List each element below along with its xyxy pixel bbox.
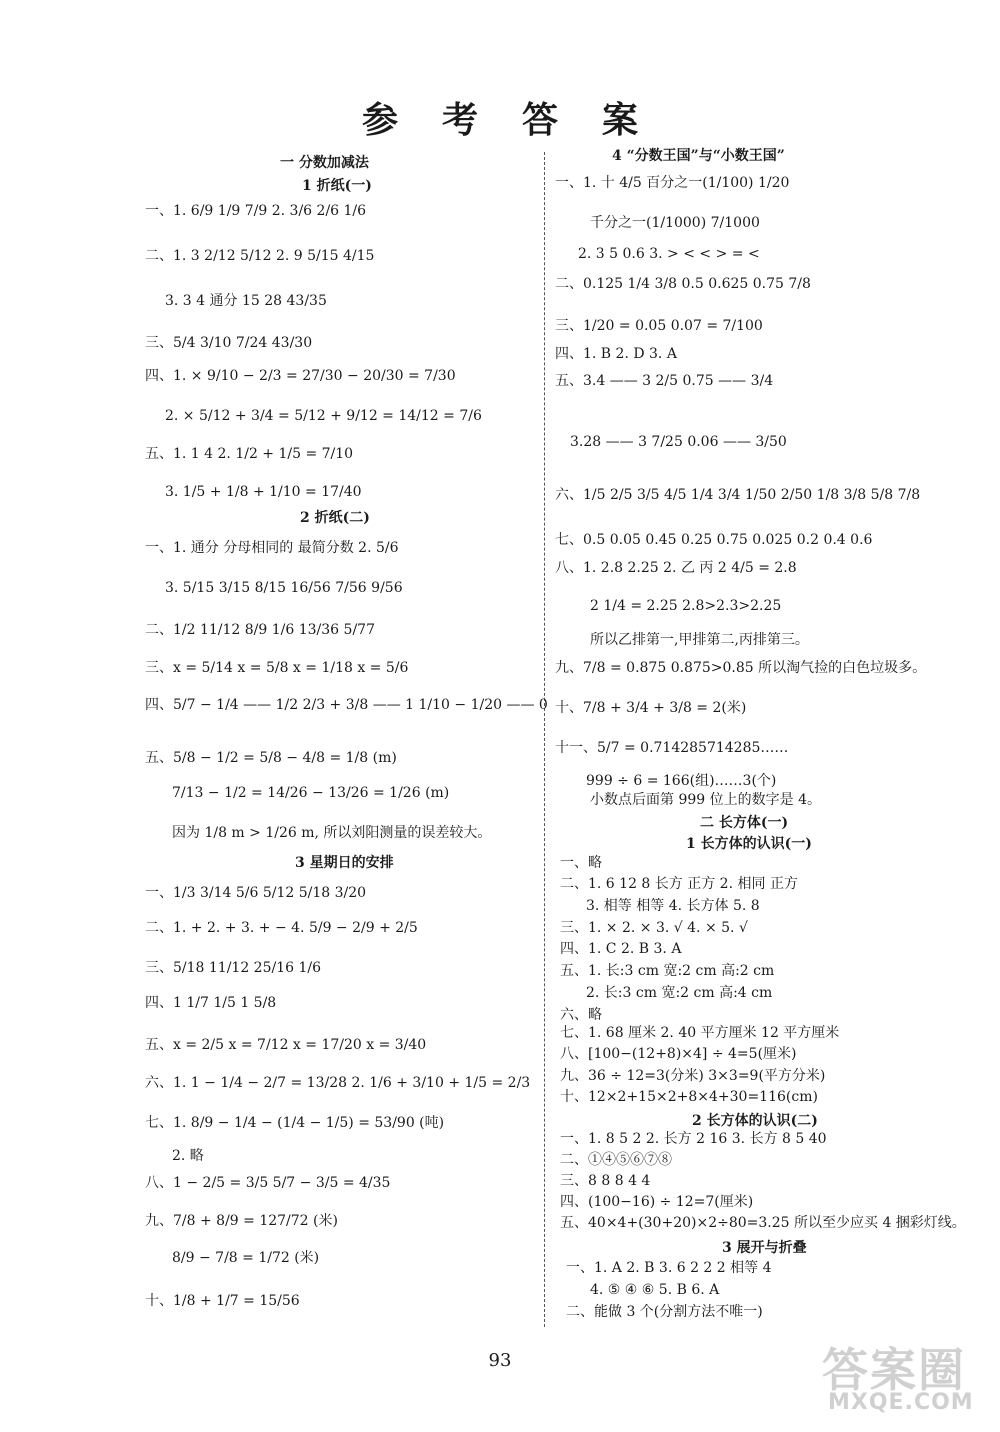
unit-heading-1: 一 分数加减法	[280, 155, 369, 171]
answer-line: 因为 1/8 m > 1/26 m, 所以刘阳测量的误差较大。	[172, 825, 492, 841]
answer-line: 三、8 8 8 4 4	[560, 1173, 651, 1189]
answer-line: 999 ÷ 6 = 166(组)……3(个)	[586, 773, 777, 789]
answer-line: 七、1. 8/9 − 1/4 − (1/4 − 1/5) = 53/90 (吨)	[145, 1115, 445, 1131]
answer-line: 九、7/8 + 8/9 = 127/72 (米)	[145, 1213, 338, 1229]
answer-line: 三、1/20 = 0.05 0.07 = 7/100	[555, 318, 763, 334]
section-heading-4: 4 “分数王国”与“小数王国”	[612, 148, 785, 164]
answer-line: 一、1. 6/9 1/9 7/9 2. 3/6 2/6 1/6	[145, 203, 367, 219]
answer-line: 十一、5/7 = 0.714285714285……	[555, 740, 789, 756]
answer-line: 六、略	[560, 1007, 602, 1023]
unit-heading-2: 二 长方体(一)	[700, 815, 789, 831]
watermark-logo	[822, 1334, 992, 1422]
answer-line: 2. 长:3 cm 宽:2 cm 高:4 cm	[586, 985, 773, 1001]
section-heading-2: 2 折纸(二)	[300, 510, 370, 526]
answer-line: 一、1. A 2. B 3. 6 2 2 2 相等 4	[566, 1260, 772, 1276]
page-number: 93	[488, 1350, 512, 1371]
answer-line: 8/9 − 7/8 = 1/72 (米)	[172, 1250, 320, 1266]
answer-line: 四、1. C 2. B 3. A	[560, 941, 682, 957]
answer-line: 八、1 − 2/5 = 3/5 5/7 − 3/5 = 4/35	[145, 1175, 391, 1191]
answer-line: 一、1. 十 4/5 百分之一(1/100) 1/20	[555, 175, 790, 191]
section-heading-1: 1 折纸(一)	[302, 178, 372, 194]
section-heading-5: 1 长方体的认识(一)	[686, 836, 812, 852]
answer-line: 五、x = 2/5 x = 7/12 x = 17/20 x = 3/40	[145, 1037, 427, 1053]
answer-line: 三、5/4 3/10 7/24 43/30	[145, 335, 313, 351]
answer-line: 三、5/18 11/12 25/16 1/6	[145, 960, 322, 976]
answer-line: 一、1. 8 5 2 2. 长方 2 16 3. 长方 8 5 40	[560, 1131, 827, 1147]
page-title: 参考答案	[361, 99, 682, 141]
answer-line: 八、1. 2.8 2.25 2. 乙 丙 2 4/5 = 2.8	[555, 560, 797, 576]
answer-line: 2 1/4 = 2.25 2.8>2.3>2.25	[590, 598, 782, 614]
answer-line: 3. 3 4 通分 15 28 43/35	[165, 293, 327, 309]
answer-line: 二、1. + 2. + 3. + − 4. 5/9 − 2/9 + 2/5	[145, 920, 418, 936]
answer-line: 千分之一(1/1000) 7/1000	[590, 215, 760, 231]
answer-line: 3. 相等 相等 4. 长方体 5. 8	[586, 898, 760, 914]
answer-line: 所以乙排第一,甲排第二,丙排第三。	[590, 632, 809, 648]
answer-line: 五、3.4 —— 3 2/5 0.75 —— 3/4	[555, 373, 774, 389]
answer-line: 六、1/5 2/5 3/5 4/5 1/4 3/4 1/50 2/50 1/8 3/8 5/8 7/8	[555, 487, 921, 503]
section-heading-7: 3 展开与折叠	[722, 1240, 807, 1256]
answer-line: 八、[100−(12+8)×4] ÷ 4=5(厘米)	[560, 1046, 797, 1062]
answer-line: 四、(100−16) ÷ 12=7(厘米)	[560, 1194, 754, 1210]
answer-line: 一、略	[560, 855, 602, 871]
column-divider	[544, 152, 545, 1327]
answer-line: 二、1/2 11/12 8/9 1/6 13/36 5/77	[145, 622, 375, 638]
answer-line: 3. 5/15 3/15 8/15 16/56 7/56 9/56	[165, 580, 403, 596]
answer-line: 四、5/7 − 1/4 —— 1/2 2/3 + 3/8 —— 1 1/10 − 1/20 —— 0	[145, 697, 548, 713]
answer-line: 十、12×2+15×2+8×4+30=116(cm)	[560, 1089, 818, 1105]
answer-line: 2. 3 5 0.6 3. > < < > = <	[578, 246, 760, 262]
watermark-text: 答案圈	[822, 1343, 966, 1397]
answer-line: 一、1. 通分 分母相同的 最简分数 2. 5/6	[145, 540, 399, 556]
answer-line: 九、7/8 = 0.875 0.875>0.85 所以淘气捡的白色垃圾多。	[555, 660, 927, 676]
answer-line: 二、1. 6 12 8 长方 正方 2. 相同 正方	[560, 876, 798, 892]
answer-line: 3.28 —— 3 7/25 0.06 —— 3/50	[570, 434, 787, 450]
answer-line: 三、x = 5/14 x = 5/8 x = 1/18 x = 5/6	[145, 660, 409, 676]
answer-line: 十、1/8 + 1/7 = 15/56	[145, 1293, 300, 1309]
answer-line: 二、1. 3 2/12 5/12 2. 9 5/15 4/15	[145, 248, 375, 264]
answer-line: 四、1 1/7 1/5 1 5/8	[145, 995, 277, 1011]
answer-line: 十、7/8 + 3/4 + 3/8 = 2(米)	[555, 700, 747, 716]
section-heading-3: 3 星期日的安排	[295, 855, 394, 871]
answer-line: 六、1. 1 − 1/4 − 2/7 = 13/28 2. 1/6 + 3/10 + 1/5 = 2/3	[145, 1075, 531, 1091]
answer-line: 五、5/8 − 1/2 = 5/8 − 4/8 = 1/8 (m)	[145, 750, 397, 766]
answer-line: 7/13 − 1/2 = 14/26 − 13/26 = 1/26 (m)	[172, 785, 450, 801]
section-heading-6: 2 长方体的认识(二)	[692, 1113, 818, 1129]
answer-line: 五、1. 1 4 2. 1/2 + 1/5 = 7/10	[145, 446, 354, 462]
answer-line: 小数点后面第 999 位上的数字是 4。	[590, 792, 821, 808]
answer-line: 2. 略	[172, 1148, 204, 1164]
answer-line: 四、1. × 9/10 − 2/3 = 27/30 − 20/30 = 7/30	[145, 368, 456, 384]
answer-line: 五、1. 长:3 cm 宽:2 cm 高:2 cm	[560, 963, 775, 979]
answer-line: 三、1. × 2. × 3. √ 4. × 5. √	[560, 920, 748, 936]
answer-line: 七、0.5 0.05 0.45 0.25 0.75 0.025 0.2 0.4 0.6	[555, 532, 873, 548]
answer-line: 七、1. 68 厘米 2. 40 平方厘米 12 平方厘米	[560, 1025, 840, 1041]
answer-line: 一、1/3 3/14 5/6 5/12 5/18 3/20	[145, 885, 367, 901]
answer-line: 五、40×4+(30+20)×2÷80=3.25 所以至少应买 4 捆彩灯线。	[560, 1215, 966, 1231]
answer-line: 九、36 ÷ 12=3(分米) 3×3=9(平方分米)	[560, 1068, 826, 1084]
answer-line: 3. 1/5 + 1/8 + 1/10 = 17/40	[165, 484, 362, 500]
answer-line: 二、能做 3 个(分割方法不唯一)	[566, 1304, 763, 1320]
watermark-url: MXQE.COM	[828, 1390, 974, 1415]
answer-line: 二、0.125 1/4 3/8 0.5 0.625 0.75 7/8	[555, 276, 811, 292]
answer-line: 二、①④⑤⑥⑦⑧	[560, 1152, 672, 1168]
answer-line: 4. ⑤ ④ ⑥ 5. B 6. A	[590, 1282, 720, 1298]
answer-line: 四、1. B 2. D 3. A	[555, 346, 677, 362]
answer-line: 2. × 5/12 + 3/4 = 5/12 + 9/12 = 14/12 = 7/6	[165, 408, 482, 424]
